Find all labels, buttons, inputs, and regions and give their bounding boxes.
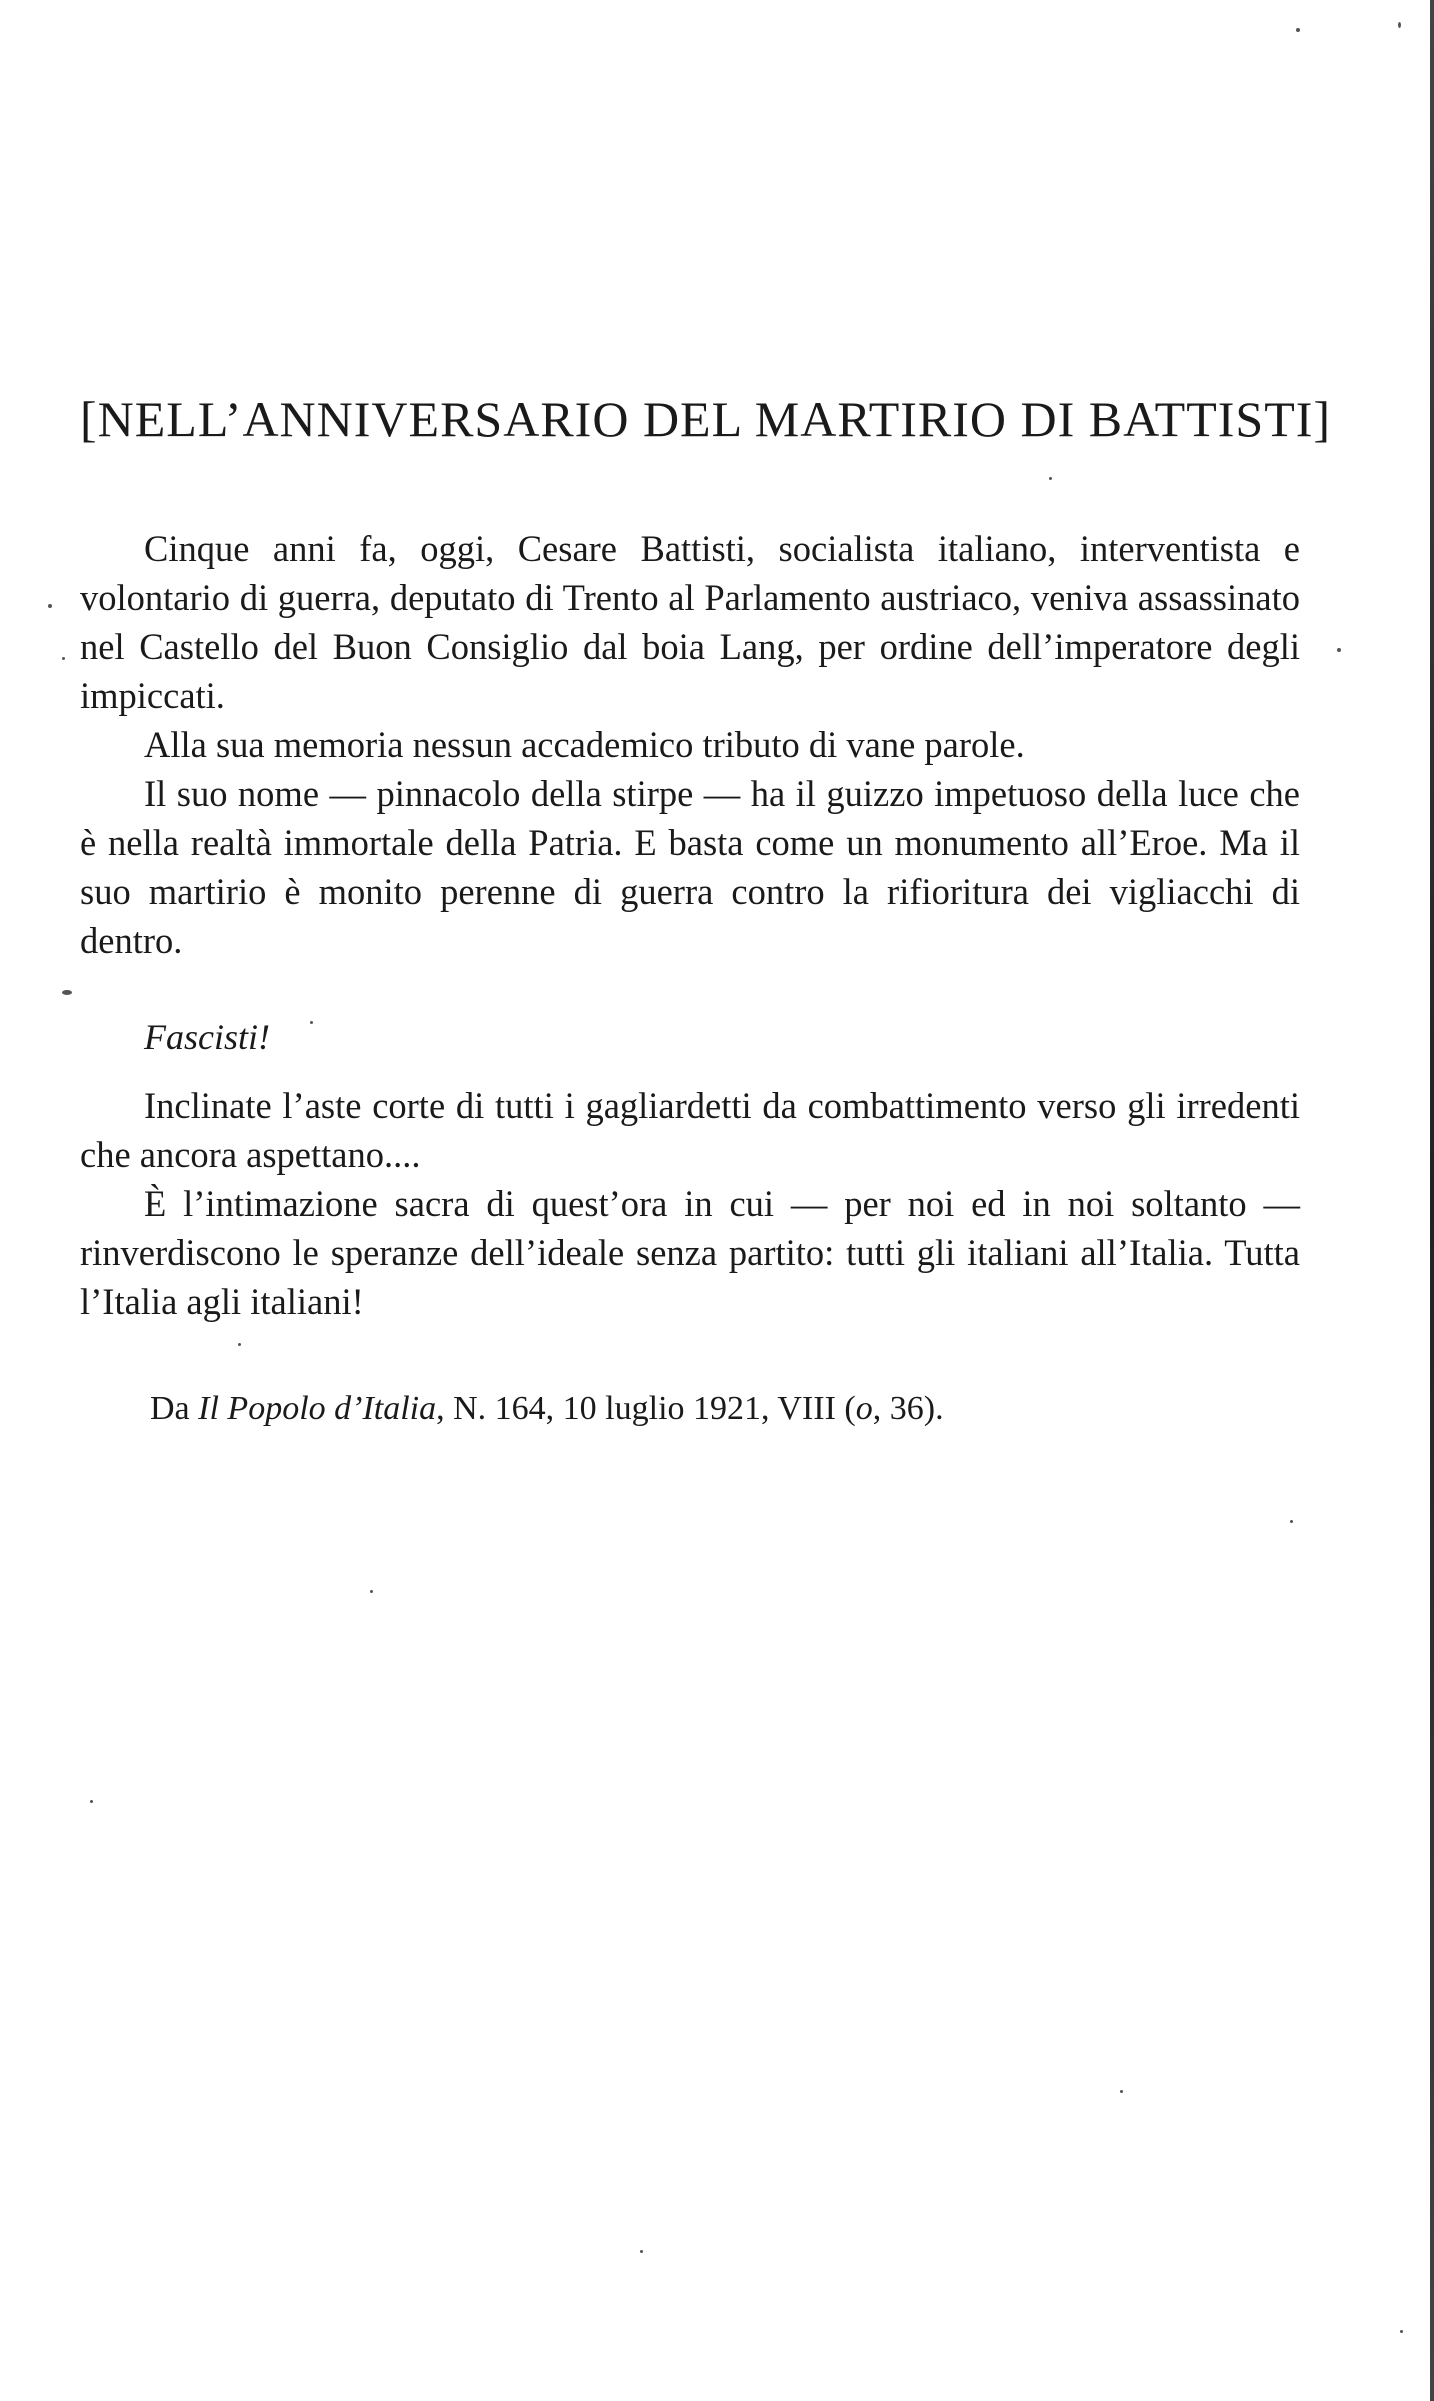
scan-edge-border (1430, 0, 1434, 2401)
scan-speck (62, 990, 72, 995)
scan-speck (62, 657, 65, 660)
paragraph: È l’intimazione sacra di quest’ora in cui — per noi ed in noi soltanto — rinverdiscono le speranze dell’ideale senza partito: tutti gli italiani all’Italia. Tutta l’Italia agli italiani! (80, 1183, 1300, 1322)
source-ref-rest: , 36). (872, 1390, 944, 1427)
scan-speck (1296, 28, 1300, 32)
source-prefix: Da (150, 1390, 190, 1427)
scan-speck (1337, 648, 1341, 652)
paragraph: Il suo nome — pinnacolo della stirpe — ha il guizzo impetuoso della luce che è nella realtà immortale della Patria. E basta come un monumento all’Eroe. Ma il suo martirio è monito perenne di guerra contro la rifioritura dei vigliacchi di dentro. (80, 773, 1300, 961)
paragraph: Cinque anni fa, oggi, Cesare Battisti, socialista italiano, interventista e volontario di guerra, deputato di Trento al Parlamento austriaco, veniva assassinato nel Castello del Buon Consiglio dal boia Lang, per ordine dell’imperatore degli impiccati. (80, 528, 1300, 716)
scan-speck (48, 604, 52, 608)
scan-speck (1120, 2090, 1123, 2093)
paragraph: Alla sua memoria nessun accademico tributo di vane parole. (144, 724, 1025, 765)
scan-speck (1049, 477, 1052, 480)
scan-speck (1398, 22, 1401, 28)
page-title: [NELL’ANNIVERSARIO DEL MARTIRIO DI BATTISTI] (80, 391, 1332, 447)
scan-speck (370, 1590, 373, 1593)
scan-speck (640, 2250, 643, 2253)
source-details: , N. 164, 10 luglio 1921, VIII ( (436, 1390, 856, 1427)
body-section-second (80, 1081, 1300, 1326)
exclamation-heading: Fascisti! (144, 1017, 270, 1057)
source-ref-italic: o (855, 1390, 873, 1427)
scan-speck (90, 1800, 93, 1803)
scan-speck (238, 1343, 241, 1346)
scan-speck (310, 1021, 313, 1024)
source-citation (150, 1386, 944, 1432)
scan-speck (1290, 1520, 1293, 1523)
source-publication: Il Popolo d’Italia (198, 1390, 437, 1427)
scan-speck (1400, 2330, 1403, 2333)
paragraph: Inclinate l’aste corte di tutti i gagliardetti da combattimento verso gli irredenti che ancora aspettano.... (80, 1085, 1300, 1175)
body-section-first (80, 524, 1300, 965)
